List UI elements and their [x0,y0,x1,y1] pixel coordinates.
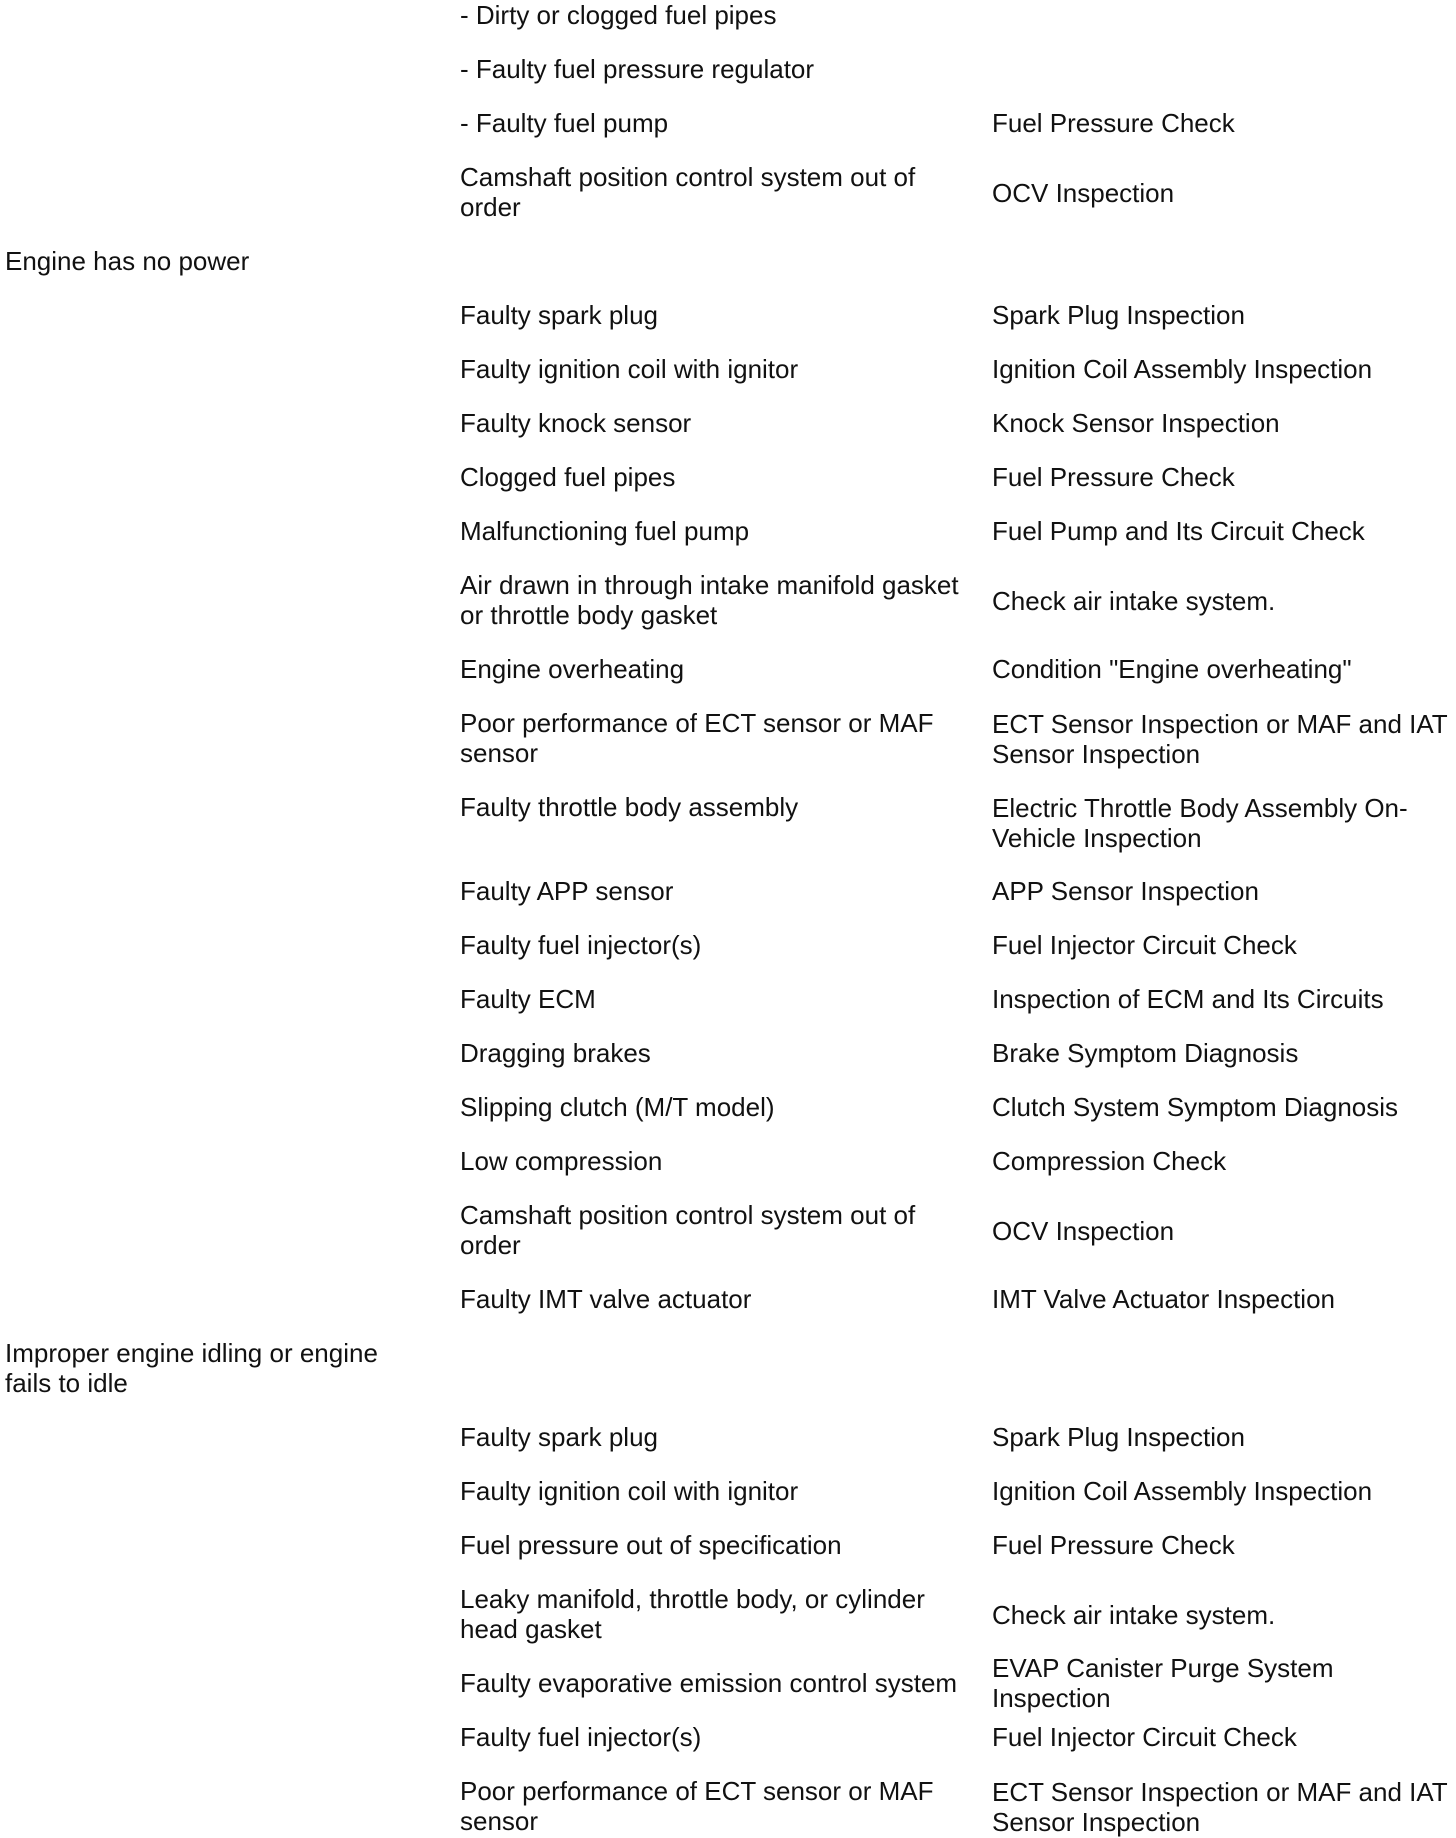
table-row [0,1476,1456,1506]
check-item [992,1722,1452,1752]
check-item [992,984,1452,1014]
table-row [0,462,1456,492]
cause-text: Faulty ECM [460,984,596,1014]
check-text: Knock Sensor Inspection [992,408,1280,438]
table-row [0,354,1456,384]
cause-text: Fuel pressure out of specification [460,1530,842,1560]
cause-text: Slipping clutch (M/T model) [460,1092,775,1122]
table-row [0,570,1456,632]
check-item [992,408,1452,438]
table-row [0,1038,1456,1068]
check-text: Check air intake system. [992,1600,1276,1630]
cause-text: Faulty fuel injector(s) [460,930,702,960]
check-item [992,1422,1452,1452]
cause-text: - Faulty fuel pressure regulator [460,54,815,84]
check-text: Fuel Pump and Its Circuit Check [992,516,1365,546]
cause-text: Faulty spark plug [460,300,658,330]
check-text: Spark Plug Inspection [992,1422,1245,1452]
table-row [0,1722,1456,1752]
check-item [992,570,1452,632]
table-row [0,516,1456,546]
check-item [992,54,1452,84]
check-item [992,930,1452,960]
check-item [992,354,1452,384]
check-text: Fuel Pressure Check [992,108,1235,138]
check-text: IMT Valve Actuator Inspection [992,1284,1335,1314]
check-item [992,462,1452,492]
check-text: Fuel Injector Circuit Check [992,1722,1297,1752]
check-item [992,876,1452,906]
check-item [992,1146,1452,1176]
table-row [0,876,1456,906]
cause-text: Engine overheating [460,654,685,684]
check-item [992,162,1452,224]
check-text: Fuel Injector Circuit Check [992,930,1297,960]
check-text: Brake Symptom Diagnosis [992,1038,1299,1068]
table-row [0,108,1456,138]
check-text: Fuel Pressure Check [992,462,1235,492]
cause-text: Dragging brakes [460,1038,651,1068]
check-item [992,1584,1452,1646]
table-row [0,1530,1456,1560]
check-text: Inspection of ECM and Its Circuits [992,984,1384,1014]
table-row [0,162,1456,224]
cause-text: Clogged fuel pipes [460,462,676,492]
table-row [0,0,1456,30]
cause-text: - Dirty or clogged fuel pipes [460,0,777,30]
table-row [0,1200,1456,1262]
table-row [0,1146,1456,1176]
cause-text: Faulty ignition coil with ignitor [460,354,799,384]
check-text: ECT Sensor Inspection or MAF and IAT Sensor Inspection [992,709,1448,769]
table-row [0,408,1456,438]
table-row [0,654,1456,684]
check-item [992,300,1452,330]
table-row [0,1776,1456,1838]
cause-text: Faulty fuel injector(s) [460,1722,702,1752]
check-item [992,1200,1452,1262]
table-row [0,1422,1456,1452]
table-row [0,1584,1456,1646]
check-item [992,1092,1452,1122]
check-item [992,654,1452,684]
check-text: OCV Inspection [992,1216,1175,1246]
cause-text: Poor performance of ECT sensor or MAF sensor [460,708,934,768]
check-text: Fuel Pressure Check [992,1530,1235,1560]
check-item [992,108,1452,138]
cause-text: Faulty IMT valve actuator [460,1284,752,1314]
check-item [992,708,1452,770]
cause-text: Faulty spark plug [460,1422,658,1452]
check-text: Check air intake system. [992,586,1276,616]
check-text: Ignition Coil Assembly Inspection [992,354,1373,384]
cause-text: Camshaft position control system out of order [460,1200,916,1260]
check-item [992,1653,1452,1713]
check-text: Clutch System Symptom Diagnosis [992,1092,1399,1122]
check-text: ECT Sensor Inspection or MAF and IAT Sensor Inspection [992,1777,1448,1837]
check-text: Condition "Engine overheating" [992,654,1352,684]
table-row [0,300,1456,330]
cause-text: Poor performance of ECT sensor or MAF sensor [460,1776,934,1836]
check-text: Spark Plug Inspection [992,300,1245,330]
check-text: Electric Throttle Body Assembly On-Vehicle Inspection [992,793,1408,853]
check-item [992,0,1452,30]
cause-text: Leaky manifold, throttle body, or cylinder head gasket [460,1584,925,1644]
table-row [0,708,1456,770]
symptom-row [0,246,1456,276]
table-row [0,54,1456,84]
check-text: Ignition Coil Assembly Inspection [992,1476,1373,1506]
check-item [992,1776,1452,1838]
symptom-row [0,1338,1456,1400]
table-row [0,792,1456,854]
check-item [992,1284,1452,1314]
table-row [0,930,1456,960]
check-text: APP Sensor Inspection [992,876,1259,906]
check-text: OCV Inspection [992,178,1175,208]
check-text: EVAP Canister Purge System Inspection [992,1653,1334,1713]
cause-text: Faulty knock sensor [460,408,692,438]
cause-text: Camshaft position control system out of order [460,162,916,222]
symptom-label: Improper engine idling or engine fails to idle [5,1338,378,1398]
table-row [0,1653,1456,1713]
cause-text: Faulty APP sensor [460,876,674,906]
check-item [992,1038,1452,1068]
table-row [0,984,1456,1014]
symptom-label: Engine has no power [5,246,250,276]
cause-text: Faulty evaporative emission control system [460,1668,958,1698]
check-item [992,1530,1452,1560]
check-item [992,516,1452,546]
check-item [992,1476,1452,1506]
cause-text: Faulty ignition coil with ignitor [460,1476,799,1506]
table-row [0,1092,1456,1122]
table-row [0,1284,1456,1314]
cause-text: Faulty throttle body assembly [460,792,799,822]
cause-text: - Faulty fuel pump [460,108,669,138]
check-item [992,792,1452,854]
cause-text: Low compression [460,1146,663,1176]
check-text: Compression Check [992,1146,1227,1176]
cause-text: Malfunctioning fuel pump [460,516,750,546]
cause-text: Air drawn in through intake manifold gasket or throttle body gasket [460,570,959,630]
